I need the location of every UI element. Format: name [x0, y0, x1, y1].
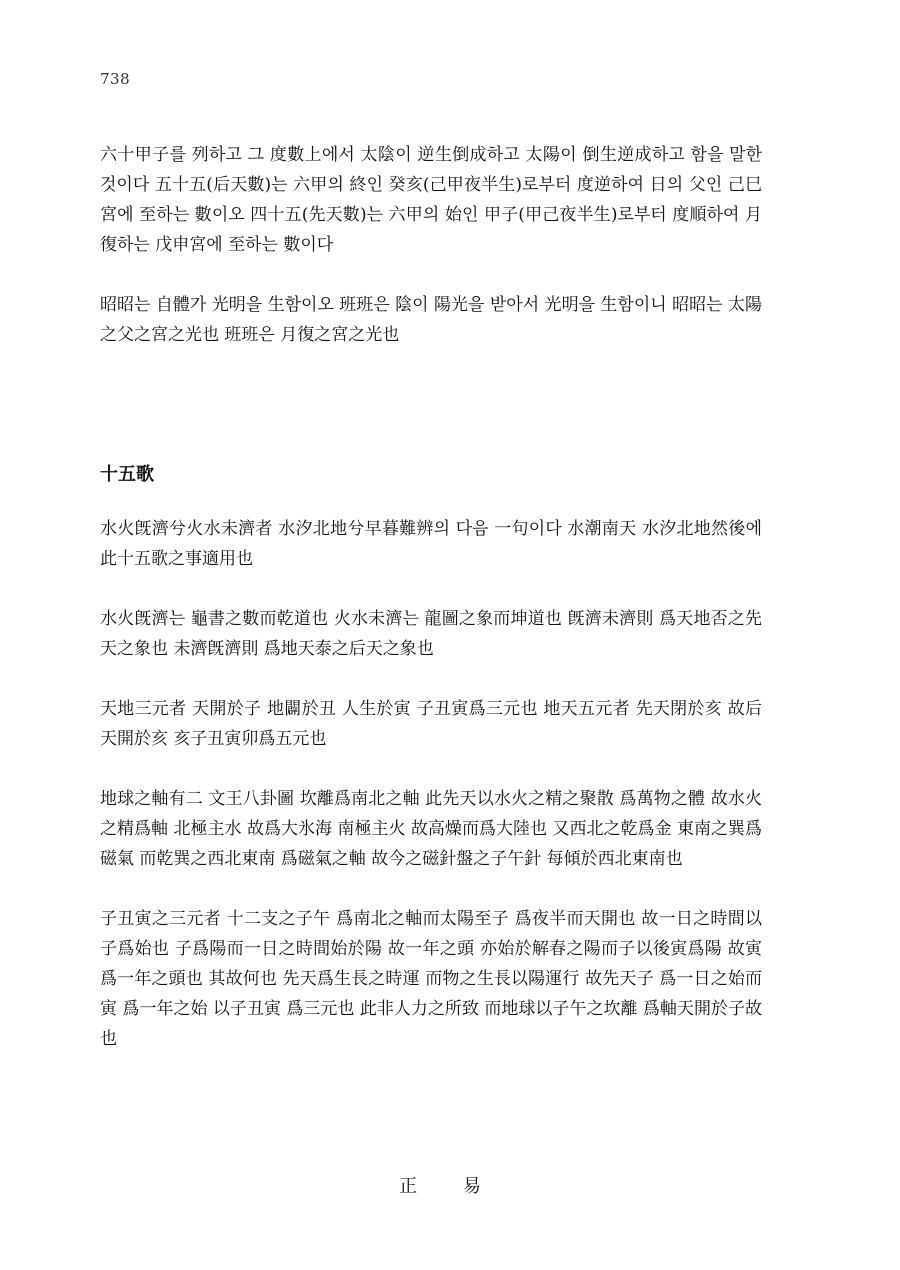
paragraph-shuihuo-jiji: 水火旣濟兮火水未濟者 水汐北地兮早暮難辨의 다음 一句이다 水潮南天 水汐北地然後에 此十五歌之事適用也 — [100, 519, 762, 569]
paragraph-zichouyin-sanyuan: 子丑寅之三元者 十二支之子午 爲南北之軸而太陽至子 爲夜半而天開也 故一日之時間以子爲始也 子爲陽而一日之時間始於陽 故一年之頭 亦始於解春之陽而子以後寅爲陽 故寅爲一年之頭也 其故何也 先天爲生長之時運 而物之生長以陽運行 故先天子 爲一日之始而寅 爲一年之始 以子丑寅 爲三元也 此非人力之所致 而地球以子午之坎離 爲軸天開於子故也 — [100, 909, 762, 1049]
paragraph-liushi-jiazi: 六十甲子를 列하고 그 度數上에서 太陰이 逆生倒成하고 太陽이 倒生逆成하고 함을 말한 것이다 五十五(后天數)는 六甲의 終인 癸亥(己甲夜半生)로부터 度逆하여 日의 父인 己巳宮에 至하는 數이오 四十五(先天數)는 六甲의 始인 甲子(甲己夜半生)로부터 度順하여 月復하는 戊申宮에 至하는 數이다 — [100, 145, 762, 255]
paragraph-diqiu-zhou: 地球之軸有二 文王八卦圖 坎離爲南北之軸 此先天以水火之精之聚散 爲萬物之體 故水火之精爲軸 北極主水 故爲大氷海 南極主火 故高燥而爲大陸也 又西北之乾爲金 東南之巽爲磁氣 而乾巽之西北東南 爲磁氣之軸 故今之磁針盤之子午針 每傾於西北東南也 — [100, 789, 762, 869]
paragraph-tiandi-sanyuan: 天地三元者 天開於子 地闢於丑 人生於寅 子丑寅爲三元也 地天五元者 先天閉於亥 故后天開於亥 亥子丑寅卯爲五元也 — [100, 699, 762, 749]
page-footer: 正 易 — [399, 1176, 501, 1197]
paragraph-zhaozhao: 昭昭는 自體가 光明을 生함이오 班班은 陰이 陽光을 받아서 光明을 生함이니 昭昭는 太陽之父之宮之光也 班班은 月復之宮之光也 — [100, 295, 762, 345]
page-content — [100, 140, 762, 1084]
section-gap — [100, 380, 762, 460]
section-heading: 十五歌 — [100, 464, 154, 485]
paragraph-guishu-longtu: 水火旣濟는 龜書之數而乾道也 火水未濟는 龍圖之象而坤道也 旣濟未濟則 爲天地否之先天之象也 未濟旣濟則 爲地天泰之后天之象也 — [100, 609, 762, 659]
page-number: 738 — [100, 70, 131, 88]
